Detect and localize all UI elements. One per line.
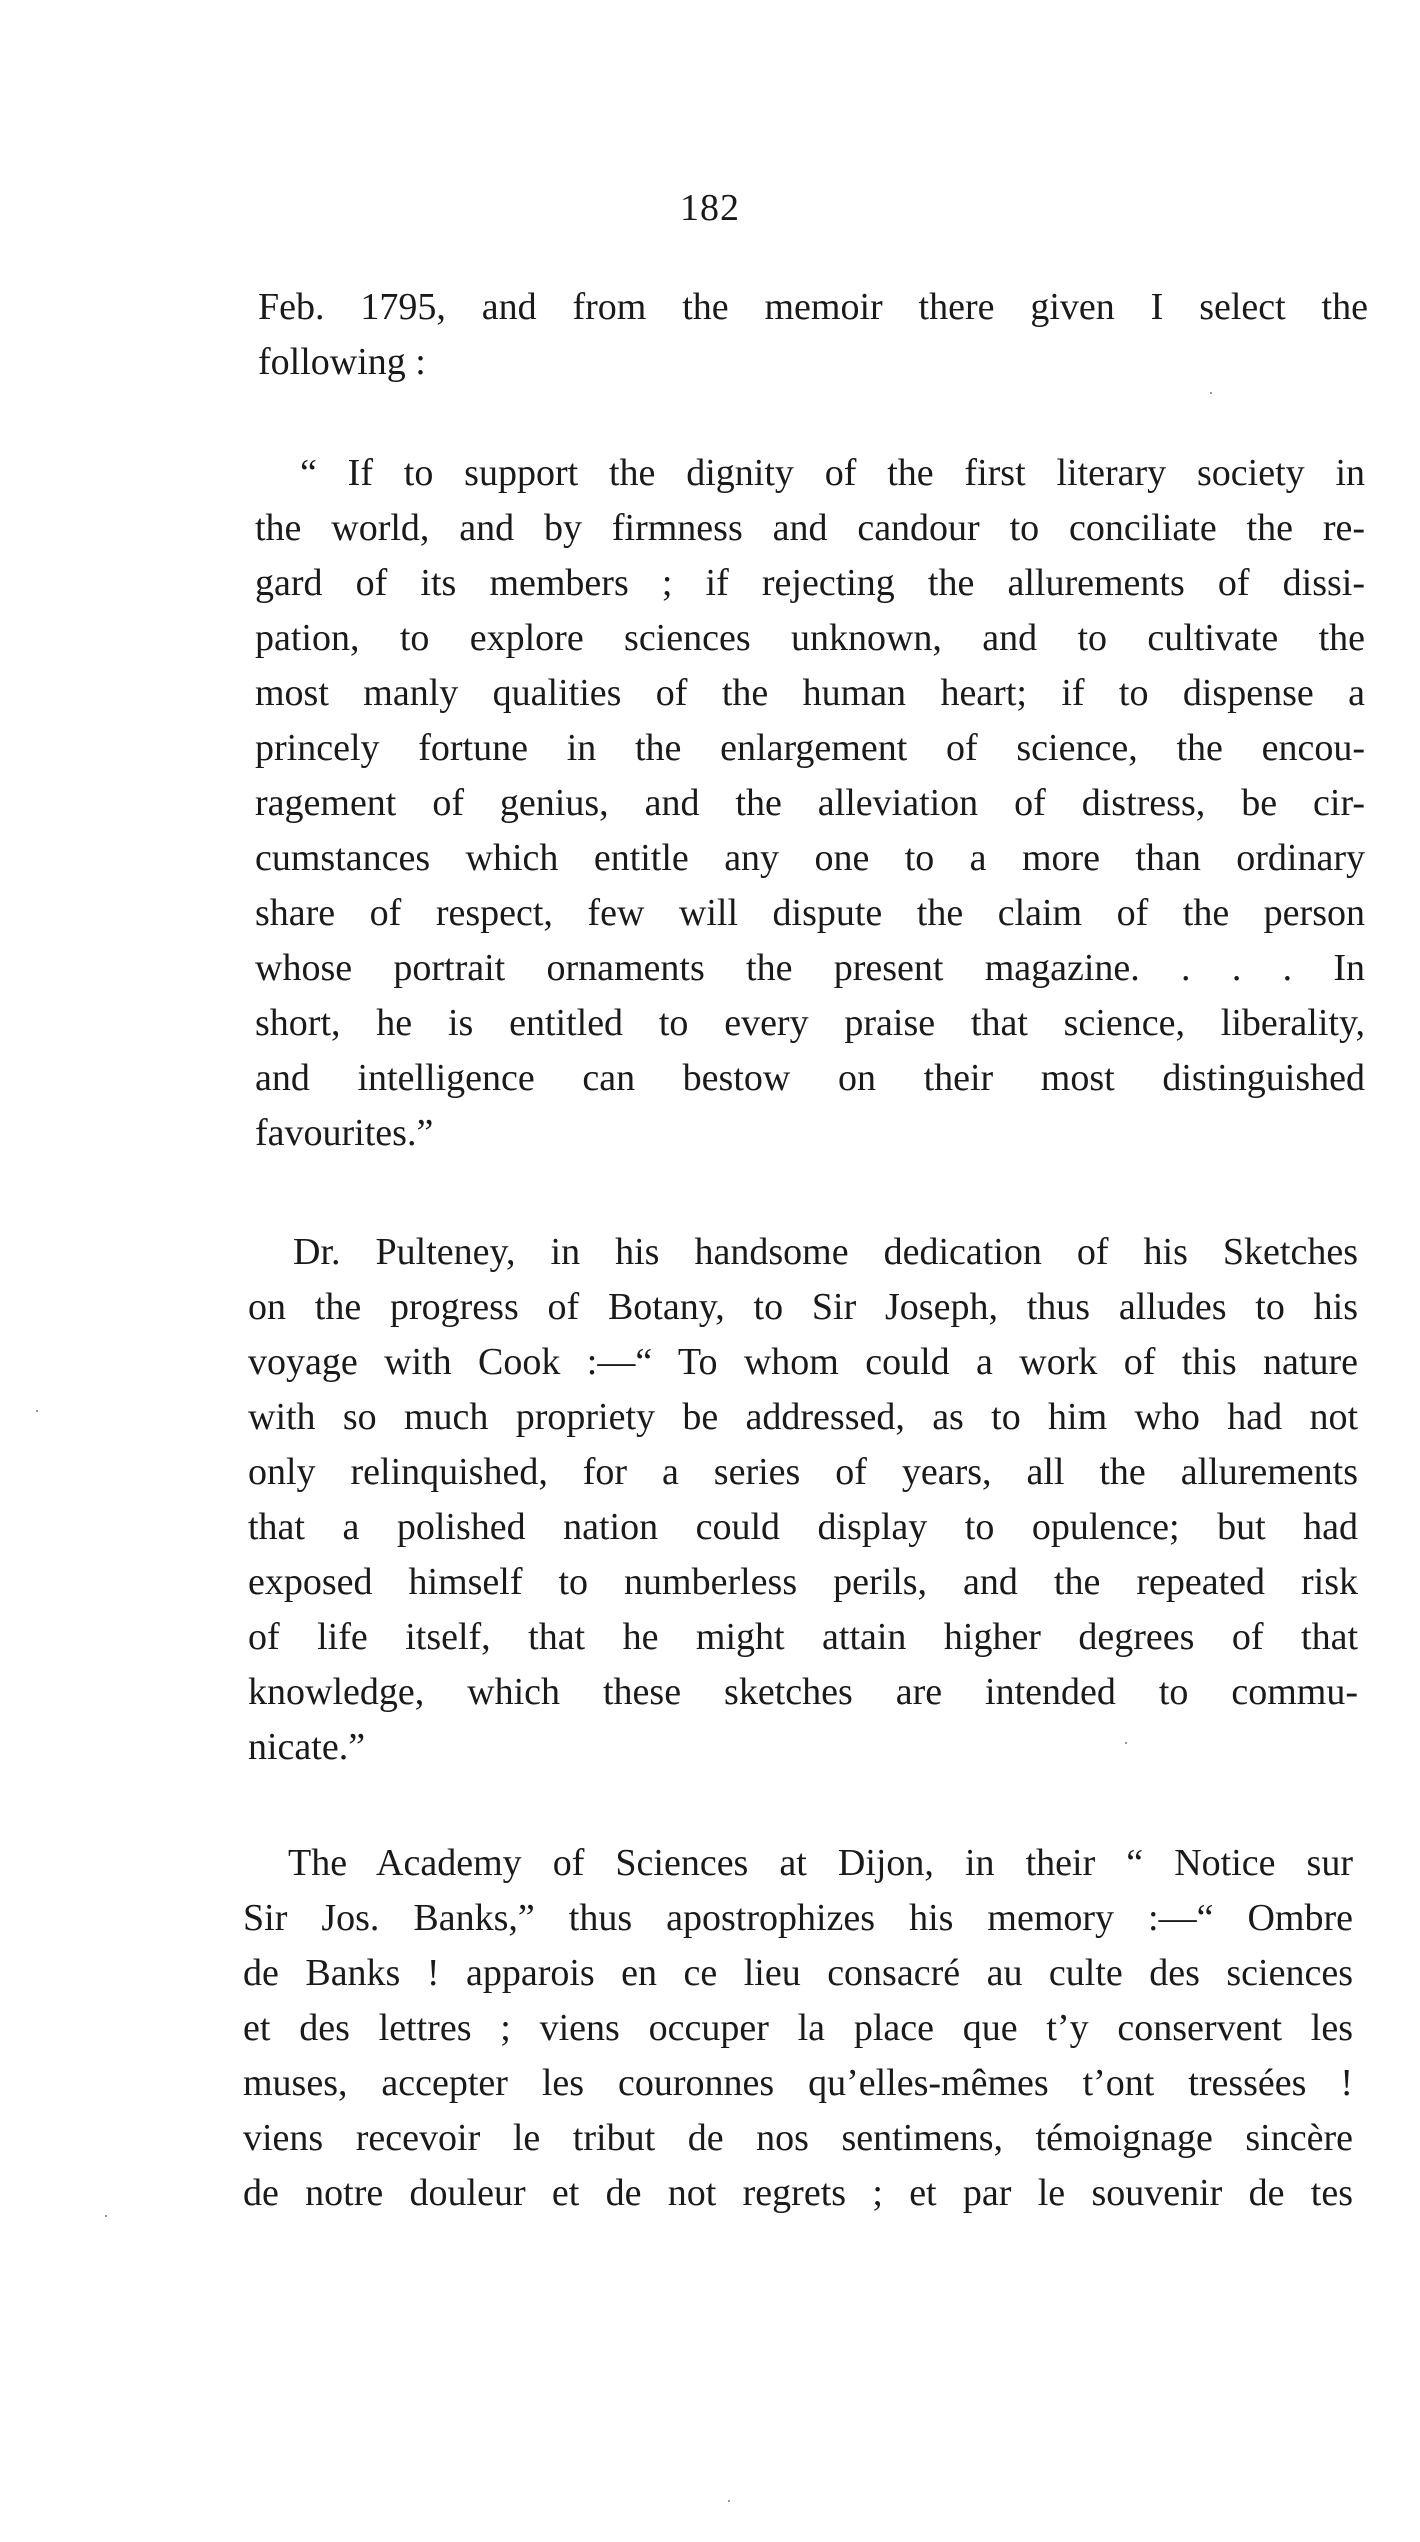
text-line: “ If to support the dignity of the first literary society in bbox=[300, 452, 1365, 494]
text-line: short, he is entitled to every praise that science, liberality, bbox=[255, 1002, 1365, 1044]
text-line: cumstances which entitle any one to a more than ordinary bbox=[255, 837, 1365, 879]
text-line: viens recevoir le tribut de nos sentimens, témoignage sincère bbox=[243, 2117, 1353, 2159]
text-line: with so much propriety be addressed, as to him who had not bbox=[248, 1396, 1358, 1438]
text-line: exposed himself to numberless perils, and the repeated risk bbox=[248, 1561, 1358, 1603]
text-line: most manly qualities of the human heart; if to dispense a bbox=[255, 672, 1365, 714]
text-line: the world, and by firmness and candour to conciliate the re- bbox=[255, 507, 1365, 549]
text-line: The Academy of Sciences at Dijon, in their “ Notice sur bbox=[288, 1842, 1353, 1884]
paragraph-intro bbox=[258, 280, 1368, 390]
text-line: princely fortune in the enlargement of science, the encou- bbox=[255, 727, 1365, 769]
text-line: voyage with Cook :—“ To whom could a work of this nature bbox=[248, 1341, 1358, 1383]
text-line: nicate.” bbox=[248, 1726, 366, 1768]
text-line: muses, accepter les couronnes qu’elles-mêmes t’ont tressées ! bbox=[243, 2062, 1353, 2104]
text-line: and intelligence can bestow on their most distinguished bbox=[255, 1057, 1365, 1099]
text-line: gard of its members ; if rejecting the allurements of dissi- bbox=[255, 562, 1365, 604]
text-line: that a polished nation could display to opulence; but had bbox=[248, 1506, 1358, 1548]
text-line: share of respect, few will dispute the claim of the person bbox=[255, 892, 1365, 934]
text-line: Dr. Pulteney, in his handsome dedication of his Sketches bbox=[293, 1231, 1358, 1273]
paragraph-quote-memoir bbox=[255, 446, 1365, 1161]
text-line: whose portrait ornaments the present magazine. . . . In bbox=[255, 947, 1365, 989]
text-line: et des lettres ; viens occuper la place que t’y conservent les bbox=[243, 2007, 1353, 2049]
text-line: on the progress of Botany, to Sir Joseph, thus alludes to his bbox=[248, 1286, 1358, 1328]
text-line: only relinquished, for a series of years, all the allurements bbox=[248, 1451, 1358, 1493]
text-line: knowledge, which these sketches are intended to commu- bbox=[248, 1671, 1358, 1713]
paper-speck bbox=[1125, 1742, 1127, 1744]
paper-speck bbox=[36, 1410, 38, 1412]
text-line: of life itself, that he might attain higher degrees of that bbox=[248, 1616, 1358, 1658]
paper-speck bbox=[105, 2215, 107, 2217]
text-line: Feb. 1795, and from the memoir there given I select the bbox=[258, 286, 1368, 328]
text-line: de notre douleur et de not regrets ; et par le souvenir de tes bbox=[243, 2172, 1353, 2214]
paper-speck bbox=[1210, 392, 1212, 394]
paragraph-dijon bbox=[243, 1836, 1353, 2221]
text-line: pation, to explore sciences unknown, and to cultivate the bbox=[255, 617, 1365, 659]
text-line: Sir Jos. Banks,” thus apostrophizes his memory :—“ Ombre bbox=[243, 1897, 1353, 1939]
page-number: 182 bbox=[680, 187, 740, 229]
paragraph-pulteney bbox=[248, 1225, 1358, 1775]
paper-speck bbox=[728, 2500, 730, 2502]
text-line: ragement of genius, and the alleviation of distress, be cir- bbox=[255, 782, 1365, 824]
text-line: favourites.” bbox=[255, 1112, 434, 1154]
text-line: de Banks ! apparois en ce lieu consacré au culte des sciences bbox=[243, 1952, 1353, 1994]
text-line: following : bbox=[258, 341, 426, 383]
